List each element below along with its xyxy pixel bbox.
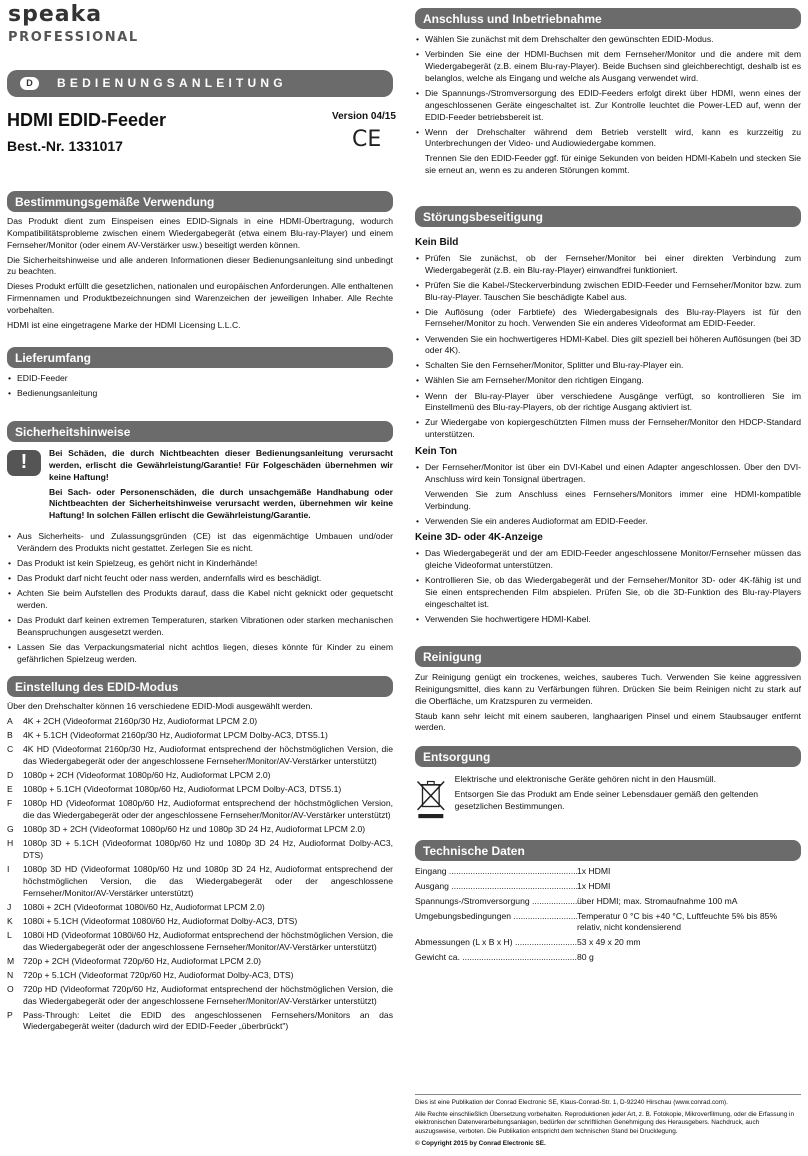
spec-row <box>415 952 801 964</box>
mode-item <box>7 730 393 742</box>
list-item: • Lassen Sie das Verpackungsmaterial nicht achtlos liegen, dieses könnte für Kinder zu einem gefährlichen Spielzeug werden. <box>7 642 393 666</box>
spec-value: Temperatur 0 °C bis +40 °C, Luftfeuchte 5% bis 85% relativ, nicht kondensierend <box>577 910 778 933</box>
paragraph: Über den Drehschalter können 16 verschiedene EDID-Modi ausgewählt werden. <box>7 701 313 711</box>
mode-text: 1080i HD (Videoformat 1080i/60 Hz, Audioformat entsprechend der höchstmöglichen Version, die das Wiedergabegerät oder der angeschlossene Fernseher/Monitor/AV-Verstärker unterstützt) <box>23 929 393 952</box>
language-badge: D <box>20 77 39 90</box>
mode-key: E <box>7 783 13 794</box>
paragraph: Verwenden Sie zum Anschluss eines Fernsehers/Monitors immer eine HDMI-kompatible Verbindung. <box>425 488 801 511</box>
list-item: • Verwenden Sie hochwertigere HDMI-Kabel. <box>415 614 801 626</box>
spec-row <box>415 881 801 893</box>
mode-item <box>7 770 393 782</box>
section-heading-entsorgung: Entsorgung <box>415 746 801 767</box>
spec-value: 80 g <box>577 952 594 963</box>
list-item: • Das Produkt darf keinen extremen Temperaturen, starken Vibrationen oder starken mechanischen Beanspruchungen ausgesetzt werden. <box>7 615 393 639</box>
list-item: • Verwenden Sie ein hochwertigeres HDMI-Kabel. Dies gilt speziell bei höheren Auflösungen (bei 3D oder 4K). <box>415 334 801 358</box>
mode-text: 1080p + 2CH (Videoformat 1080p/60 Hz, Audioformat LPCM 2.0) <box>23 769 271 780</box>
paragraph: Zur Reinigung genügt ein trockenes, weiches, sauberes Tuch. Verwenden Sie keine aggressiven Reinigungsmittel, dies kann zu Verfärbungen führen. Drücken Sie beim Reinigen nicht zu stark auf die Oberfläche, um Kratzspuren zu vermeiden. <box>415 672 801 706</box>
list-item: • Aus Sicherheits- und Zulassungsgründen (CE) ist das eigenmächtige Umbauen und/oder Verändern des Produkts nicht gestattet. Zerlegen Sie es nicht. <box>7 531 393 555</box>
mode-item <box>7 744 393 768</box>
section-anschluss <box>415 34 801 180</box>
list-item: • Das Produkt ist kein Spielzeug, es gehört nicht in Kinderhände! <box>7 558 393 570</box>
subheading: Keine 3D- oder 4K-Anzeige <box>415 532 543 544</box>
mode-item <box>7 930 393 954</box>
spec-label: Abmessungen (L x B x H) ..... <box>415 937 577 949</box>
spec-value: 53 x 49 x 20 mm <box>577 937 641 948</box>
mode-text: 1080p 3D + 5.1CH (Videoformat 1080p/60 Hz und 1080p 3D 24 Hz, Audioformat Dolby-AC3, DTS) <box>23 837 393 860</box>
spec-table <box>415 866 801 967</box>
section-heading-bestimmung: Bestimmungsgemäße Verwendung <box>7 191 393 212</box>
mode-text: 720p + 5.1CH (Videoformat 720p/60 Hz, Audioformat Dolby-AC3, DTS) <box>23 969 294 980</box>
mode-text: 4K + 5.1CH (Videoformat 2160p/30 Hz, Audioformat LPCM Dolby-AC3, DTS5.1) <box>23 729 328 740</box>
list-item: • Wenn der Blu-ray-Player über verschiedene Ausgänge verfügt, so kontrollieren Sie im Einstellmenü des Blu-ray-Players, ob der richtige Ausgang aktiviert ist. <box>415 391 801 415</box>
paragraph: Trennen Sie den EDID-Feeder ggf. für einige Sekunden von beiden HDMI-Kabeln und stecken Sie sie erneut an, wenn es zu anderen Störungen kommt. <box>425 153 801 176</box>
mode-key: D <box>7 769 14 780</box>
list-item: • Das Produkt darf nicht feucht oder nass werden, andernfalls wird es beschädigt. <box>7 573 393 585</box>
section-heading-stoerung: Störungsbeseitigung <box>415 206 801 227</box>
manual-banner <box>7 70 393 97</box>
section-heading-edid: Einstellung des EDID-Modus <box>7 676 393 697</box>
spec-row <box>415 911 801 935</box>
mode-text: 4K HD (Videoformat 2160p/30 Hz, Audioformat entsprechend der höchstmöglichen Version, die das Wiedergabegerät oder der angeschlossene Fernseher/Monitor/AV-Verstärker unterstützt) <box>23 743 393 766</box>
paragraph: Dieses Produkt erfüllt die gesetzlichen, nationalen und europäischen Anforderungen. Alle enthaltenen Firmennamen und Produktbezeichnungen sind Warenzeichen der jeweiligen Inhaber. Alle Rechte vorbehalten. <box>7 281 393 316</box>
mode-key: F <box>7 797 13 808</box>
spec-value: 1x HDMI <box>577 880 611 891</box>
mode-item <box>7 784 393 796</box>
section-reinigung <box>415 672 801 737</box>
footer-text: Alle Rechte einschließlich Übersetzung vorbehalten. Reproduktionen jeder Art, z. B. Fotokopie, Mikroverfilmung, oder die Erfassung in elektronischen Datenverarbeitungsanlagen, bedürfen der schriftlichen Genehmigung des Herausgebers. Nachdruck, auch auszugsweise, verboten. Die Publikation entspricht dem technischen Stand bei Drucklegung. <box>415 1110 795 1135</box>
list-item: • Das Wiedergabegerät und der am EDID-Feeder angeschlossene Monitor/Fernseher müssen das gleiche Videoformat unterstützen. <box>415 548 801 572</box>
brand-sub: PROFESSIONAL <box>8 30 139 45</box>
paragraph: Staub kann sehr leicht mit einem sauberen, langhaarigen Pinsel und einem Staubsauger entfernt werden. <box>415 710 801 733</box>
list-item: • Verbinden Sie eine der HDMI-Buchsen mit dem Fernseher/Monitor und die andere mit dem Wiedergabegerät (z.B. einem Blu-ray-Player). Beide Buchsen sind gleichberechtigt, deshalb ist es belanglos, welche als Eingang und welche als Ausgang verwendet wird. <box>415 49 801 85</box>
mode-text: Pass-Through: Leitet die EDID des angeschlossenen Fernsehers/Monitors an das Wiedergabegerät weiter (dadurch wird der EDID-Feeder „überbrückt") <box>23 1009 393 1032</box>
spec-value: über HDMI; max. Stromaufnahme 100 mA <box>577 895 738 906</box>
mode-key: K <box>7 915 13 926</box>
spec-label: Umgebungsbedingungen ..... <box>415 911 577 935</box>
list-item: • Die Auflösung (oder Farbtiefe) des Wiedergabesignals des Blu-ray-Players ist für den Fernseher/Monitor zu hoch. Verwenden Sie ein anderes Videoformat am EDID-Feeder. <box>415 307 801 331</box>
mode-key: J <box>7 901 12 912</box>
brand-name: speaka <box>8 2 103 27</box>
mode-key: B <box>7 729 13 740</box>
spec-label: Eingang ..... <box>415 866 577 878</box>
mode-key: A <box>7 715 13 726</box>
list-item: • Prüfen Sie die Kabel-/Steckerverbindung zwischen EDID-Feeder und Fernseher/Monitor bzw. zum Blu-ray-Player. Tauschen Sie beschädigte Kabel aus. <box>415 280 801 304</box>
warning-icon: ! <box>7 450 41 476</box>
mode-text: 720p HD (Videoformat 720p/60 Hz, Audioformat entsprechend der höchstmöglichen Version, die das Wiedergabegerät oder der angeschlossene Fernseher/Monitor/AV-Verstärker unterstützt) <box>23 983 393 1006</box>
subheading: Kein Bild <box>415 237 459 248</box>
product-title: HDMI EDID-Feeder <box>7 110 167 130</box>
list-item: • Verwenden Sie ein anderes Audioformat am EDID-Feeder. <box>415 516 801 528</box>
mode-key: H <box>7 837 14 848</box>
section-edid <box>7 701 393 1035</box>
list-item: • Zur Wiedergabe von kopiergeschützten Filmen muss der Fernseher/Monitor den HDCP-Standard unterstützen. <box>415 417 801 441</box>
mode-text: 4K + 2CH (Videoformat 2160p/30 Hz, Audioformat LPCM 2.0) <box>23 715 258 726</box>
section-heading-technik: Technische Daten <box>415 840 801 861</box>
mode-text: 1080i + 2CH (Videoformat 1080i/60 Hz, Audioformat LPCM 2.0) <box>23 901 265 912</box>
subheading: Kein Ton <box>415 446 458 458</box>
warning-text: Bei Schäden, die durch Nichtbeachten dieser Bedienungsanleitung verursacht werden, erlischt die Gewährleistung/Garantie! Für Folgeschäden übernehmen wir keine Haftung! <box>49 448 393 482</box>
list-item: • Wählen Sie am Fernseher/Monitor den richtigen Eingang. <box>415 375 801 387</box>
section-heading-liefer: Lieferumfang <box>7 347 393 368</box>
ce-mark-icon: CE <box>352 127 382 152</box>
mode-item <box>7 838 393 862</box>
copyright: © Copyright 2015 by Conrad Electronic SE. <box>415 1139 546 1147</box>
footer-text: Dies ist eine Publikation der Conrad Electronic SE, Klaus-Conrad-Str. 1, D-92240 Hirschau (www.conrad.com). <box>415 1099 728 1106</box>
section-liefer <box>7 373 393 403</box>
mode-text: 1080p 3D + 2CH (Videoformat 1080p/60 Hz und 1080p 3D 24 Hz, Audioformat LPCM 2.0) <box>23 823 366 834</box>
section-heading-anschluss: Anschluss und Inbetriebnahme <box>415 8 801 29</box>
mode-item <box>7 984 393 1008</box>
paragraph: Die Sicherheitshinweise und alle anderen Informationen dieser Bedienungsanleitung sind unbedingt zu beachten. <box>7 254 393 277</box>
section-bestimmung <box>7 216 393 335</box>
mode-text: 1080i + 5.1CH (Videoformat 1080i/60 Hz, Audioformat Dolby-AC3, DTS) <box>23 915 298 926</box>
mode-text: 720p + 2CH (Videoformat 720p/60 Hz, Audioformat LPCM 2.0) <box>23 955 261 966</box>
list-item: • Die Spannungs-/Stromversorgung des EDID-Feeders erfolgt direkt über HDMI, wenn eines der angeschlossenen Geräte eingeschaltet ist. Zur Kontrolle leuchtet die Power-LED auf, wenn der EDID-Feeder betriebsbereit ist. <box>415 88 801 124</box>
warning-box <box>7 448 393 525</box>
crossed-bin-icon <box>415 774 447 824</box>
spec-label: Ausgang ..... <box>415 881 577 893</box>
mode-item <box>7 970 393 982</box>
footer <box>415 1094 801 1151</box>
list-item: • Wenn der Drehschalter während dem Betrieb verstellt wird, kann es kurzzeitig zu Unterbrechungen der Video- und Audiowiedergabe kommen. <box>415 127 801 151</box>
mode-item <box>7 824 393 836</box>
mode-item <box>7 956 393 968</box>
section-sicher <box>7 448 393 669</box>
mode-key: P <box>7 1009 13 1020</box>
list-item: • EDID-Feeder <box>7 373 393 385</box>
list-item: • Achten Sie beim Aufstellen des Produkts darauf, dass die Kabel nicht geknickt oder gequetscht werden. <box>7 588 393 612</box>
paragraph: Das Produkt dient zum Einspeisen eines EDID-Signals in eine HDMI-Übertragung, wodurch Kompatibilitätsprobleme zwischen einem Wiedergabegerät (etwa einem Blu-ray-Player) und einem Fernseher/Monitor (oder einem AV-Verstärker usw.) beseitigt werden können. <box>7 216 393 250</box>
spec-label: Gewicht ca. ..... <box>415 952 577 964</box>
brand-logo <box>8 4 139 49</box>
version-label: Version 04/15 <box>332 111 396 122</box>
mode-text: 1080p 3D HD (Videoformat 1080p/60 Hz und 1080p 3D 24 Hz, Audioformat entsprechend der höchstmöglichen Version, die das Wiedergabegerät oder der angeschlossene Fernseher/Monitor/AV-Verstärker unterstützt) <box>23 863 393 898</box>
spec-row <box>415 937 801 949</box>
paragraph: Entsorgen Sie das Produkt am Ende seiner Lebensdauer gemäß den geltenden gesetzlichen Bestimmungen. <box>454 788 759 811</box>
mode-item <box>7 798 393 822</box>
section-entsorgung <box>415 774 801 824</box>
section-heading-sicher: Sicherheitshinweise <box>7 421 393 442</box>
spec-row <box>415 866 801 878</box>
spec-row <box>415 896 801 908</box>
list-item: • Bedienungsanleitung <box>7 388 393 400</box>
mode-text: 1080p + 5.1CH (Videoformat 1080p/60 Hz, Audioformat LPCM Dolby-AC3, DTS5.1) <box>23 783 342 794</box>
paragraph: HDMI ist eine eingetragene Marke der HDMI Licensing L.L.C. <box>7 319 241 330</box>
mode-list <box>7 716 393 1033</box>
paragraph: Elektrische und elektronische Geräte gehören nicht in den Hausmüll. <box>454 774 716 784</box>
mode-key: N <box>7 969 14 980</box>
mode-key: C <box>7 743 14 754</box>
mode-key: L <box>7 929 12 940</box>
mode-item <box>7 864 393 900</box>
list-item: • Kontrollieren Sie, ob das Wiedergabegerät und der Fernseher/Monitor 3D- oder 4K-fähig ist und Sie einen entsprechenden Film abspielen. Prüfen Sie, ob die 3D-Funktion des Blu-ray-Players eingeschaltet ist. <box>415 575 801 611</box>
mode-item <box>7 716 393 728</box>
list-item: • Wählen Sie zunächst mit dem Drehschalter den gewünschten EDID-Modus. <box>415 34 801 46</box>
order-number: Best.-Nr. 1331017 <box>7 138 123 154</box>
mode-item <box>7 1010 393 1034</box>
section-stoerung <box>415 232 801 629</box>
mode-key: O <box>7 983 14 994</box>
warning-text: Bei Sach- oder Personenschäden, die durch unsachgemäße Handhabung oder Nichtbeachten der Sicherheitshinweise verursacht werden, übernehmen wir keine Haftung! In solchen Fällen erlischt die Gewährleistung/Garantie. <box>49 486 393 521</box>
mode-item <box>7 902 393 914</box>
mode-item <box>7 916 393 928</box>
mode-key: I <box>7 863 10 874</box>
spec-label: Spannungs-/Stromversorgung ..... <box>415 896 577 908</box>
list-item: • Schalten Sie den Fernseher/Monitor, Splitter und Blu-ray-Player ein. <box>415 360 801 372</box>
list-item: • Der Fernseher/Monitor ist über ein DVI-Kabel und einen Adapter angeschlossen. Über den DVI-Anschluss wird kein Tonsignal übertragen. <box>415 462 801 486</box>
list-item: • Prüfen Sie zunächst, ob der Fernseher/Monitor bei einer direkten Verbindung zum Wiedergabegerät (z.B. ein Blu-ray-Player) einwandfrei funktioniert. <box>415 253 801 277</box>
spec-value: 1x HDMI <box>577 866 611 876</box>
mode-key: M <box>7 955 15 966</box>
mode-text: 1080p HD (Videoformat 1080p/60 Hz, Audioformat entsprechend der höchstmöglichen Version, die das Wiedergabegerät oder der angeschlossene Fernseher/Monitor/AV-Verstärker unterstützt) <box>23 797 393 820</box>
section-heading-reinigung: Reinigung <box>415 646 801 667</box>
mode-key: G <box>7 823 14 834</box>
banner-title: BEDIENUNGSANLEITUNG <box>57 76 287 91</box>
